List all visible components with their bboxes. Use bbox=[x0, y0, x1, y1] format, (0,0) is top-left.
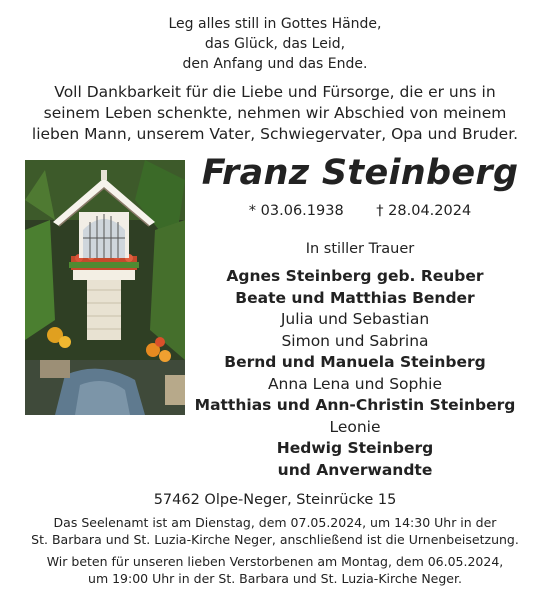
family-list bbox=[0, 266, 550, 481]
family-member: und Anverwandte bbox=[277, 460, 433, 479]
prayer-notice bbox=[0, 553, 550, 587]
family-member: Bernd und Manuela Steinberg bbox=[224, 353, 486, 371]
family-member: Agnes Steinberg geb. Reuber bbox=[226, 267, 484, 285]
deceased-name: Franz Steinberg bbox=[201, 153, 519, 193]
poem bbox=[0, 14, 550, 74]
family-member: Hedwig Steinberg bbox=[276, 439, 434, 457]
family-member: Beate und Matthias Bender bbox=[235, 288, 475, 307]
life-dates bbox=[195, 201, 525, 221]
poem-line: das Glück, das Leid, bbox=[204, 36, 346, 52]
intro-line: seinem Leben schenkte, nehmen wir Abschied von meinem bbox=[43, 104, 507, 122]
notice-line: Wir beten für unseren lieben Verstorbenen am Montag, dem 06.05.2024, bbox=[46, 554, 504, 569]
notice-line: St. Barbara und St. Luzia-Kirche Neger, anschließend ist die Urnenbeisetzung. bbox=[31, 532, 519, 547]
family-member: Julia und Sebastian bbox=[280, 310, 430, 328]
family-member: Matthias und Ann-Christin Steinberg bbox=[194, 396, 516, 414]
death-date: † 28.04.2024 bbox=[376, 203, 472, 219]
intro-line: Voll Dankbarkeit für die Liebe und Fürsorge, die er uns in bbox=[54, 83, 496, 101]
notice-line: Das Seelenamt ist am Dienstag, dem 07.05.2024, um 14:30 Uhr in der bbox=[53, 515, 497, 530]
address: 57462 Olpe-Neger, Steinrücke 15 bbox=[153, 492, 397, 508]
family-member: Anna Lena und Sophie bbox=[267, 374, 443, 393]
requiem-notice bbox=[0, 514, 550, 548]
poem-line: den Anfang und das Ende. bbox=[182, 56, 368, 72]
family-member: Simon und Sabrina bbox=[281, 331, 429, 350]
notice-line: um 19:00 Uhr in der St. Barbara und St. Luzia-Kirche Neger. bbox=[88, 571, 462, 586]
intro-text bbox=[0, 82, 550, 145]
family-member: Leonie bbox=[329, 417, 381, 436]
mourning-label: In stiller Trauer bbox=[305, 241, 415, 257]
intro-line: lieben Mann, unserem Vater, Schwiegervater, Opa und Bruder. bbox=[31, 125, 519, 143]
poem-line: Leg alles still in Gottes Hände, bbox=[168, 16, 382, 32]
birth-date: * 03.06.1938 bbox=[248, 203, 344, 219]
